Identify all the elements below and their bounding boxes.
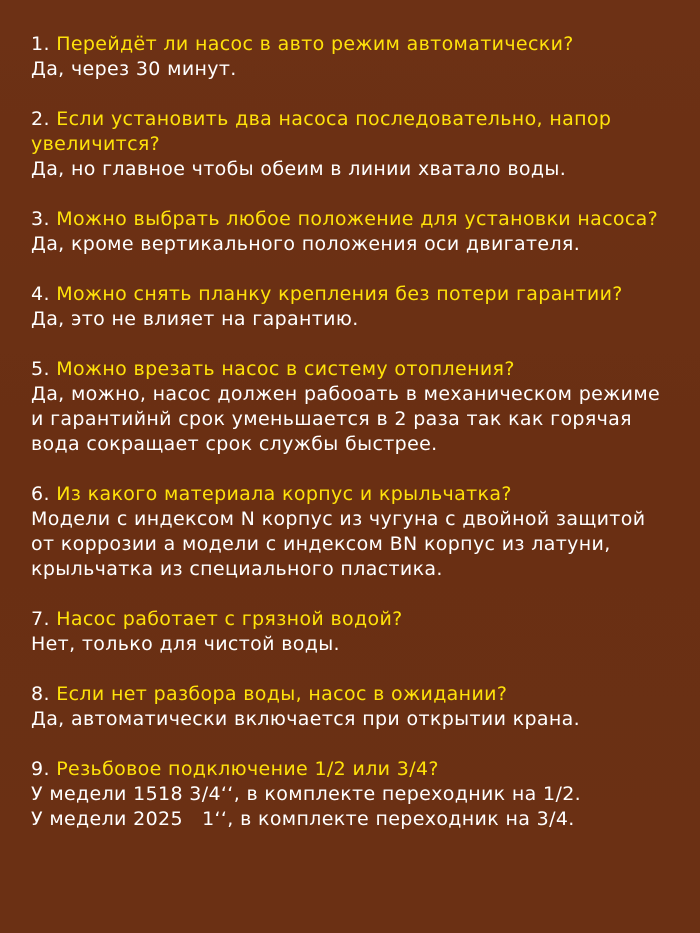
faq-list bbox=[31, 32, 671, 857]
faq-item-3 bbox=[31, 207, 671, 257]
faq-question-text: Резьбовое подключение 1/2 или 3/4? bbox=[56, 758, 439, 780]
faq-number: 4. bbox=[31, 283, 50, 305]
faq-item-4 bbox=[31, 282, 671, 332]
faq-answer-text: Да, кроме вертикального положения оси двигателя. bbox=[31, 233, 581, 255]
faq-question-text: Если установить два насоса последовательно, напор увеличится? bbox=[31, 108, 612, 155]
faq-answer-text: Модели с индексом N корпус из чугуна с двойной защитой от коррозии а модели с индексом BN корпус из латуни, крыльчатка из специального пластика. bbox=[31, 508, 646, 580]
faq-question bbox=[31, 282, 671, 307]
faq-answer bbox=[31, 307, 671, 332]
faq-answer bbox=[31, 707, 671, 732]
faq-answer bbox=[31, 632, 671, 657]
faq-answer-line-1: У медели 1518 3/4‘‘, в комплекте переходник на 1/2. bbox=[31, 783, 582, 805]
faq-number: 2. bbox=[31, 108, 50, 130]
faq-number: 1. bbox=[31, 33, 50, 55]
faq-number: 7. bbox=[31, 608, 50, 630]
faq-item-9 bbox=[31, 757, 671, 832]
faq-question-text: Можно выбрать любое положение для установки насоса? bbox=[56, 208, 659, 230]
faq-number: 3. bbox=[31, 208, 50, 230]
faq-question bbox=[31, 207, 671, 232]
faq-number: 5. bbox=[31, 358, 50, 380]
faq-item-7 bbox=[31, 607, 671, 657]
faq-answer bbox=[31, 232, 671, 257]
faq-item-1 bbox=[31, 32, 671, 82]
faq-question-text: Насос работает с грязной водой? bbox=[56, 608, 403, 630]
faq-item-2 bbox=[31, 107, 671, 182]
faq-number: 9. bbox=[31, 758, 50, 780]
faq-item-6 bbox=[31, 482, 671, 582]
faq-item-5 bbox=[31, 357, 671, 457]
faq-answer bbox=[31, 382, 671, 457]
faq-item-8 bbox=[31, 682, 671, 732]
faq-answer bbox=[31, 57, 671, 82]
faq-answer-text: Нет, только для чистой воды. bbox=[31, 633, 340, 655]
faq-answer-text: Да, это не влияет на гарантию. bbox=[31, 308, 359, 330]
faq-number: 6. bbox=[31, 483, 50, 505]
faq-question-text: Из какого материала корпус и крыльчатка? bbox=[56, 483, 512, 505]
faq-answer bbox=[31, 507, 671, 582]
faq-question bbox=[31, 682, 671, 707]
faq-question bbox=[31, 757, 671, 782]
faq-answer-text: Да, можно, насос должен рабооать в механическом режиме и гарантийнй срок уменьшается в 2 раза так как горячая вода сокращает срок службы быстрее. bbox=[31, 383, 661, 455]
faq-answer bbox=[31, 157, 671, 182]
faq-question bbox=[31, 32, 671, 57]
faq-number: 8. bbox=[31, 683, 50, 705]
faq-answer-text: Да, через 30 минут. bbox=[31, 58, 237, 80]
faq-answer-line-2: У медели 2025 1‘‘, в комплекте переходник на 3/4. bbox=[31, 808, 575, 830]
faq-question-text: Можно врезать насос в систему отопления? bbox=[56, 358, 515, 380]
faq-question bbox=[31, 607, 671, 632]
faq-question-text: Если нет разбора воды, насос в ожидании? bbox=[56, 683, 508, 705]
faq-answer-text: Да, автоматически включается при открытии крана. bbox=[31, 708, 581, 730]
faq-question bbox=[31, 357, 671, 382]
faq-question-text: Можно снять планку крепления без потери гарантии? bbox=[56, 283, 623, 305]
faq-question bbox=[31, 107, 671, 157]
faq-question-text: Перейдёт ли насос в авто режим автоматически? bbox=[56, 33, 574, 55]
faq-question bbox=[31, 482, 671, 507]
faq-answer bbox=[31, 782, 671, 832]
faq-answer-text: Да, но главное чтобы обеим в линии хватало воды. bbox=[31, 158, 567, 180]
